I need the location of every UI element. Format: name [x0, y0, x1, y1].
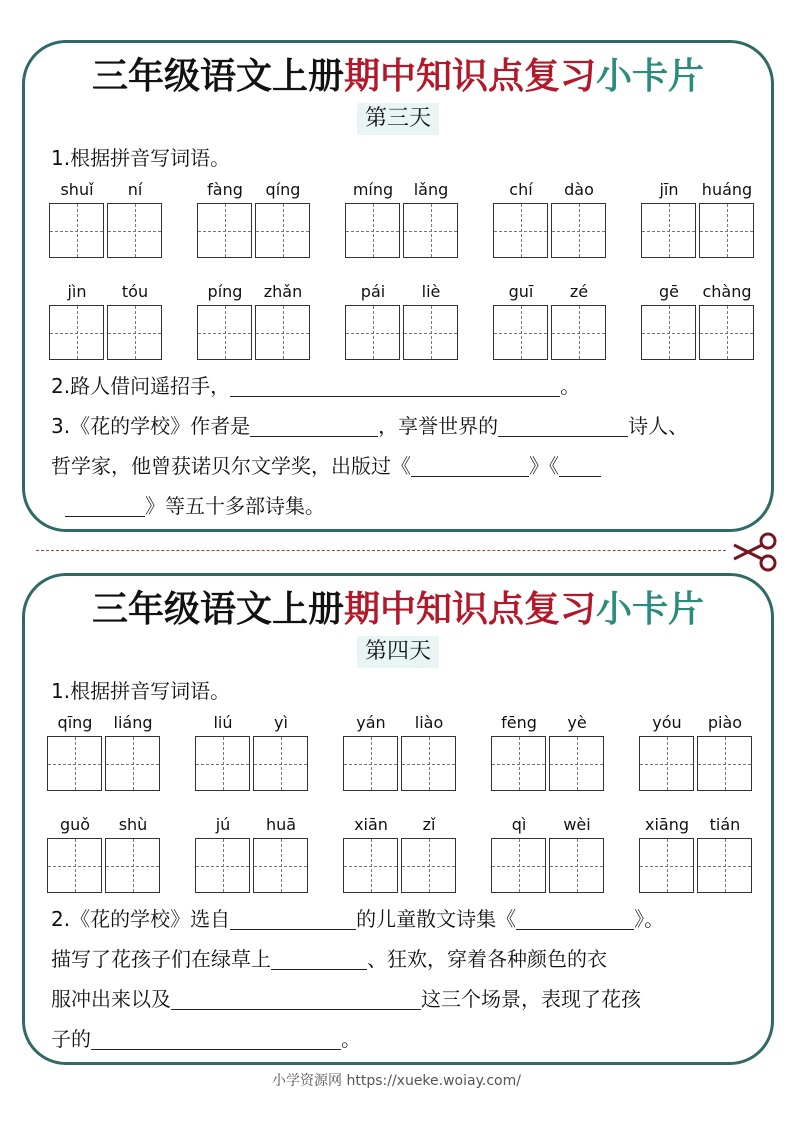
question-text: 诗人、: [628, 414, 689, 438]
writing-grid[interactable]: [401, 736, 456, 791]
pinyin-syllable: tián: [709, 815, 741, 834]
question-text: 。: [341, 1027, 361, 1051]
answer-blank[interactable]: [559, 454, 601, 477]
answer-blank[interactable]: [230, 907, 356, 930]
pinyin-syllable: qíng: [265, 180, 301, 199]
question-2: [51, 371, 580, 401]
card-title: [25, 53, 771, 101]
answer-blank[interactable]: [91, 1027, 341, 1050]
pinyin-syllable: dào: [564, 180, 594, 199]
writing-grid[interactable]: [697, 736, 752, 791]
question-2-line-3: [51, 984, 641, 1014]
question-1-heading: [51, 143, 230, 173]
writing-grid[interactable]: [639, 736, 694, 791]
writing-grid[interactable]: [699, 203, 754, 258]
writing-grid[interactable]: [697, 838, 752, 893]
question-number: 2.: [51, 374, 71, 398]
question-text: ，享誉世界的: [378, 414, 499, 438]
pinyin-syllable: piào: [707, 713, 743, 732]
pinyin-syllable: yán: [356, 713, 386, 732]
title-part-card: 小卡片: [596, 56, 705, 97]
title-part-review: 期中知识点复习: [343, 589, 596, 630]
writing-grid[interactable]: [345, 203, 400, 258]
writing-grid[interactable]: [641, 305, 696, 360]
question-text: 根据拼音写词语。: [70, 146, 231, 170]
writing-grid[interactable]: [255, 203, 310, 258]
writing-grid[interactable]: [105, 838, 160, 893]
writing-grid[interactable]: [49, 305, 104, 360]
pinyin-syllable: liáng: [113, 713, 153, 732]
question-2-line-2: [51, 944, 607, 974]
question-text: 《花的学校》选自: [70, 907, 231, 931]
writing-grid[interactable]: [197, 203, 252, 258]
pinyin-syllable: pái: [360, 282, 386, 301]
writing-grid[interactable]: [195, 838, 250, 893]
writing-grid[interactable]: [343, 736, 398, 791]
title-part-grade: 三年级语文上册: [91, 56, 344, 97]
writing-grid[interactable]: [403, 203, 458, 258]
day-label: 第三天: [357, 103, 439, 135]
card-title: [25, 586, 771, 634]
writing-grid[interactable]: [699, 305, 754, 360]
question-text: 、狂欢，穿着各种颜色的衣: [367, 947, 607, 971]
pinyin-syllable: jīn: [659, 180, 679, 199]
review-card-day4: [22, 573, 774, 1065]
pinyin-syllable: tóu: [121, 282, 149, 301]
pinyin-syllable: liè: [421, 282, 441, 301]
writing-grid[interactable]: [641, 203, 696, 258]
question-text: 服冲出来以及: [51, 987, 171, 1011]
writing-grid[interactable]: [549, 736, 604, 791]
question-text: 哲学家，他曾获诺贝尔文学奖，出版过《: [51, 454, 411, 478]
title-part-card: 小卡片: [596, 589, 705, 630]
question-text: 》。: [634, 907, 665, 931]
question-text: 根据拼音写词语。: [70, 679, 231, 703]
writing-grid[interactable]: [255, 305, 310, 360]
writing-grid[interactable]: [551, 305, 606, 360]
question-3-line-3: [65, 491, 325, 521]
pinyin-syllable: yì: [274, 713, 288, 732]
question-number: 2.: [51, 907, 71, 931]
scissors-icon: [730, 531, 780, 577]
title-part-review: 期中知识点复习: [343, 56, 596, 97]
cut-line: [36, 550, 726, 551]
question-text: 《花的学校》作者是: [70, 414, 251, 438]
pinyin-syllable: chàng: [702, 282, 752, 301]
question-number: 1.: [51, 146, 71, 170]
writing-grid[interactable]: [105, 736, 160, 791]
writing-grid[interactable]: [107, 203, 162, 258]
pinyin-syllable: fēng: [501, 713, 537, 732]
pinyin-syllable: huā: [265, 815, 297, 834]
pinyin-syllable: liào: [414, 713, 444, 732]
pinyin-syllable: yóu: [652, 713, 682, 732]
pinyin-syllable: shuǐ: [60, 180, 94, 199]
question-number: 3.: [51, 414, 71, 438]
answer-blank[interactable]: [65, 494, 145, 517]
pinyin-syllable: zhǎn: [263, 282, 303, 301]
question-number: 1.: [51, 679, 71, 703]
writing-grid[interactable]: [491, 736, 546, 791]
writing-grid[interactable]: [639, 838, 694, 893]
pinyin-syllable: píng: [207, 282, 243, 301]
pinyin-syllable: chí: [509, 180, 533, 199]
writing-grid[interactable]: [551, 203, 606, 258]
writing-grid[interactable]: [491, 838, 546, 893]
writing-grid[interactable]: [195, 736, 250, 791]
question-text: 。: [560, 374, 581, 398]
answer-blank[interactable]: [411, 454, 529, 477]
pinyin-syllable: jú: [215, 815, 231, 834]
title-part-grade: 三年级语文上册: [91, 589, 344, 630]
question-1-heading: [51, 676, 230, 706]
question-text: 这三个场景，表现了花孩: [421, 987, 641, 1011]
pinyin-syllable: xiān: [354, 815, 388, 834]
writing-grid[interactable]: [493, 203, 548, 258]
pinyin-syllable: wèi: [563, 815, 591, 834]
question-3-line-2: [51, 451, 601, 481]
writing-grid[interactable]: [49, 203, 104, 258]
writing-grid[interactable]: [403, 305, 458, 360]
writing-grid[interactable]: [47, 736, 102, 791]
writing-grid[interactable]: [107, 305, 162, 360]
pinyin-syllable: shù: [118, 815, 148, 834]
writing-grid[interactable]: [197, 305, 252, 360]
pinyin-syllable: xiāng: [644, 815, 689, 834]
writing-grid[interactable]: [47, 838, 102, 893]
writing-grid[interactable]: [253, 736, 308, 791]
answer-blank[interactable]: [250, 414, 378, 437]
pinyin-syllable: yè: [567, 713, 587, 732]
question-text: 描写了花孩子们在绿草上: [51, 947, 271, 971]
writing-grid[interactable]: [253, 838, 308, 893]
pinyin-syllable: ní: [127, 180, 143, 199]
pinyin-syllable: lǎng: [413, 180, 449, 199]
pinyin-syllable: zé: [569, 282, 589, 301]
pinyin-syllable: guǒ: [59, 815, 91, 834]
writing-grid[interactable]: [343, 838, 398, 893]
question-2-line-1: [51, 904, 664, 934]
pinyin-syllable: huáng: [701, 180, 753, 199]
pinyin-syllable: fàng: [207, 180, 243, 199]
pinyin-syllable: guī: [508, 282, 534, 301]
answer-blank[interactable]: [171, 987, 421, 1010]
pinyin-syllable: gē: [659, 282, 679, 301]
answer-blank[interactable]: [498, 414, 628, 437]
pinyin-syllable: jìn: [67, 282, 87, 301]
review-card-day3: [22, 40, 774, 532]
question-text: 》等五十多部诗集。: [145, 494, 325, 518]
answer-blank[interactable]: [271, 947, 367, 970]
question-text: 》《: [529, 454, 559, 478]
writing-grid[interactable]: [549, 838, 604, 893]
question-text: 的儿童散文诗集《: [356, 907, 517, 931]
question-text: 路人借问遥招手，: [70, 374, 231, 398]
writing-grid[interactable]: [493, 305, 548, 360]
question-text: 子的: [51, 1027, 91, 1051]
pinyin-syllable: qì: [511, 815, 527, 834]
pinyin-syllable: míng: [352, 180, 394, 199]
writing-grid[interactable]: [345, 305, 400, 360]
answer-blank[interactable]: [516, 907, 634, 930]
writing-grid[interactable]: [401, 838, 456, 893]
answer-blank[interactable]: [230, 374, 560, 397]
day-label: 第四天: [357, 636, 439, 668]
footer-source: 小学资源网 https://xueke.woiay.com/: [272, 1073, 521, 1089]
question-3-line-1: [51, 411, 688, 441]
pinyin-syllable: liú: [213, 713, 233, 732]
question-2-line-4: [51, 1024, 361, 1054]
pinyin-syllable: qīng: [57, 713, 93, 732]
pinyin-syllable: zǐ: [422, 815, 436, 834]
